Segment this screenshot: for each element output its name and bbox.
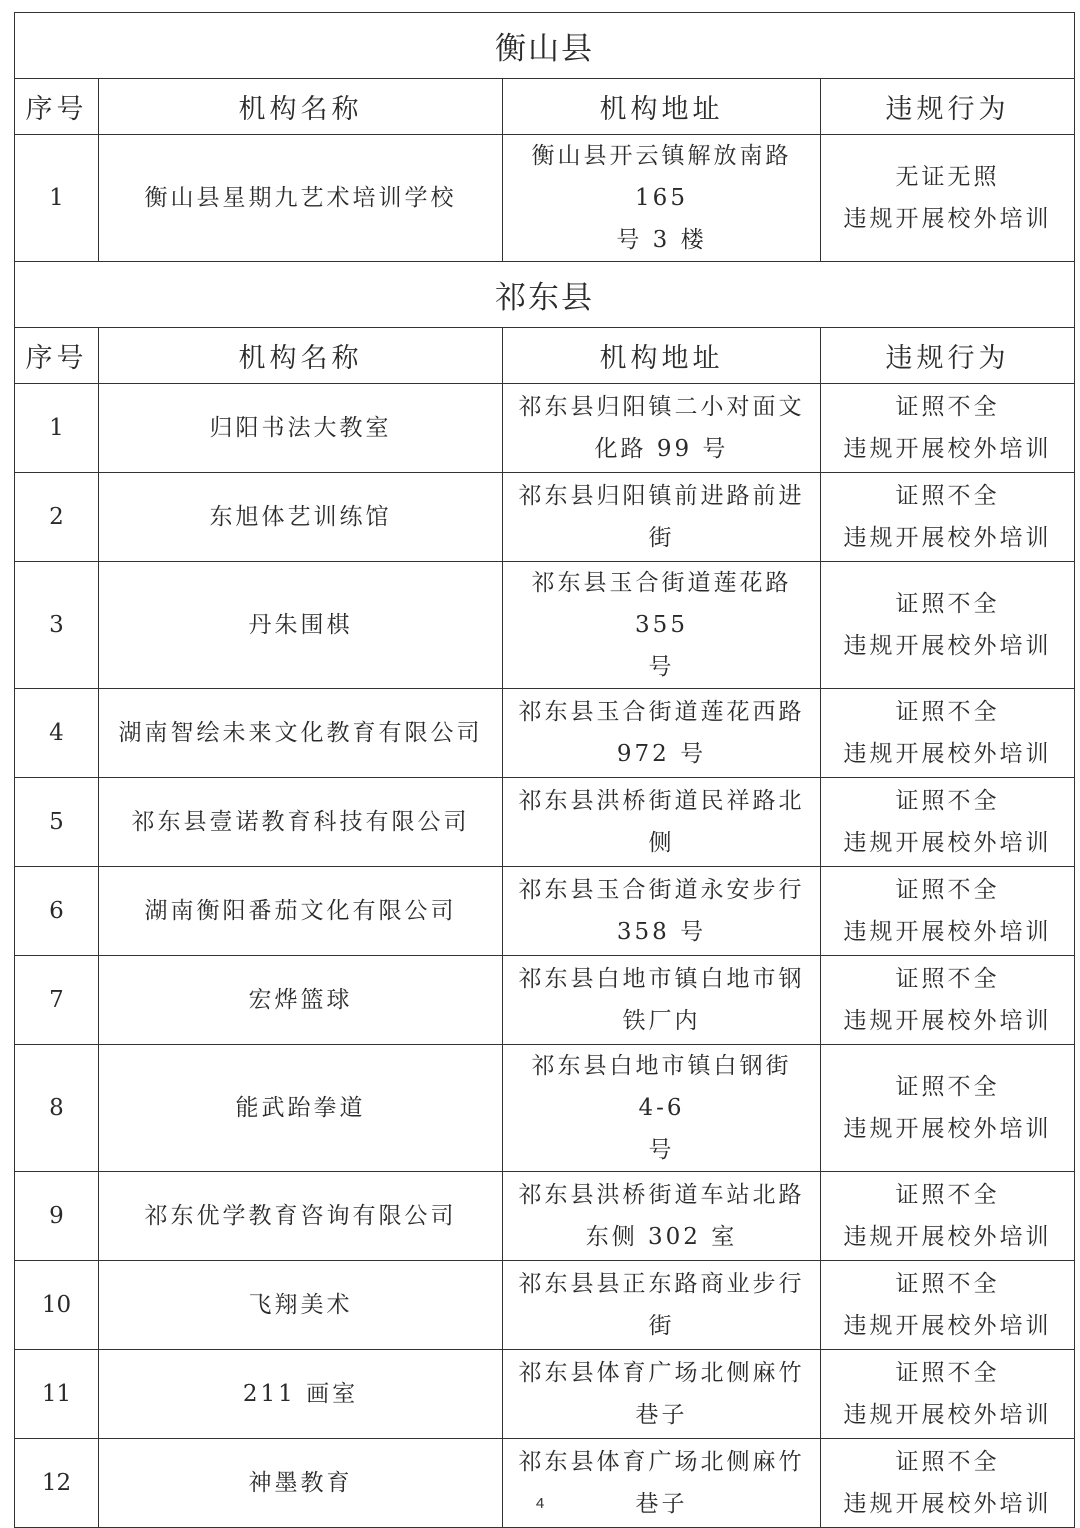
address-line: 祁东县归阳镇二小对面文 [518,394,805,420]
institution-address-cell [503,1045,821,1172]
row-seq-cell: 7 [15,956,99,1045]
violation-cell [821,135,1075,262]
county-title-row [15,262,1075,328]
address-line: 358 号 [616,919,707,945]
violation-line: 证照不全 [895,1074,1000,1100]
violation-line: 违规开展校外培训 [843,1224,1052,1250]
row-seq-cell: 2 [15,473,99,562]
header-seq: 序号 [15,79,99,135]
violation-line: 证照不全 [895,788,1000,814]
table-row [15,1350,1075,1439]
violation-line: 违规开展校外培训 [843,830,1052,856]
address-line: 祁东县玉合街道莲花西路 [518,699,805,725]
table-row [15,1439,1075,1528]
institution-address-cell [503,562,821,689]
row-seq-cell: 9 [15,1172,99,1261]
institution-name-cell: 归阳书法大教室 [99,384,503,473]
table-row [15,1261,1075,1350]
table-row [15,956,1075,1045]
violation-line: 违规开展校外培训 [843,1008,1052,1034]
violation-line: 证照不全 [895,1271,1000,1297]
county-title: 祁东县 [15,262,1075,328]
column-header-row [15,328,1075,384]
violation-cell [821,384,1075,473]
institution-address-cell [503,135,821,262]
violation-line: 违规开展校外培训 [843,1116,1052,1142]
county-title: 衡山县 [15,13,1075,79]
address-line: 祁东县玉合街道永安步行 [518,877,805,903]
violation-cell [821,562,1075,689]
violation-line: 证照不全 [895,483,1000,509]
institution-name-cell: 东旭体艺训练馆 [99,473,503,562]
address-line: 祁东县归阳镇前进路前进 [518,483,805,509]
violation-line: 证照不全 [895,699,1000,725]
institution-name-cell: 神墨教育 [99,1439,503,1528]
violation-line: 违规开展校外培训 [843,741,1052,767]
institution-address-cell [503,956,821,1045]
table-row [15,1045,1075,1172]
violation-line: 证照不全 [895,1360,1000,1386]
violation-line: 违规开展校外培训 [843,436,1052,462]
institution-name-cell: 湖南衡阳番茄文化有限公司 [99,867,503,956]
institution-name-cell: 宏烨篮球 [99,956,503,1045]
violation-line: 违规开展校外培训 [843,633,1052,659]
header-violation: 违规行为 [821,79,1075,135]
institution-address-cell [503,1261,821,1350]
violation-line: 证照不全 [895,966,1000,992]
row-seq-cell: 5 [15,778,99,867]
address-line: 铁厂内 [622,1008,701,1034]
violation-cell [821,867,1075,956]
institution-name-cell: 祁东县壹诺教育科技有限公司 [99,778,503,867]
address-line: 祁东县洪桥街道车站北路 [518,1182,805,1208]
row-seq-cell: 10 [15,1261,99,1350]
address-line: 侧 [648,830,675,856]
row-seq-cell: 1 [15,384,99,473]
violation-cell [821,1045,1075,1172]
violation-cell [821,956,1075,1045]
institution-address-cell [503,1439,821,1528]
violation-line: 无证无照 [895,164,1000,190]
table-row [15,867,1075,956]
violation-cell [821,1172,1075,1261]
address-line: 祁东县体育广场北侧麻竹 [518,1360,805,1386]
header-address: 机构地址 [503,328,821,384]
county-title-row [15,13,1075,79]
page-number: 4 [535,1495,545,1512]
violation-line: 违规开展校外培训 [843,1491,1052,1517]
institutions-table-body [15,13,1075,1528]
violation-line: 违规开展校外培训 [843,1402,1052,1428]
row-seq-cell: 8 [15,1045,99,1172]
address-line: 972 号 [616,741,707,767]
row-seq-cell: 12 [15,1439,99,1528]
address-line: 街 [648,525,675,551]
violation-cell [821,473,1075,562]
institution-address-cell [503,1172,821,1261]
header-name: 机构名称 [99,328,503,384]
institution-name-cell: 衡山县星期九艺术培训学校 [99,135,503,262]
violation-line: 违规开展校外培训 [843,1313,1052,1339]
table-row [15,384,1075,473]
violation-cell [821,1439,1075,1528]
violation-line: 证照不全 [895,1182,1000,1208]
violation-cell [821,778,1075,867]
row-seq-cell: 3 [15,562,99,689]
institution-name-cell: 飞翔美术 [99,1261,503,1350]
violation-cell [821,1261,1075,1350]
institution-name-cell: 祁东优学教育咨询有限公司 [99,1172,503,1261]
address-line: 巷子 [635,1491,688,1517]
violation-line: 违规开展校外培训 [843,206,1052,232]
institution-name-cell: 能武跆拳道 [99,1045,503,1172]
header-seq: 序号 [15,328,99,384]
institution-address-cell [503,384,821,473]
institution-address-cell [503,473,821,562]
address-line: 祁东县县正东路商业步行 [518,1271,805,1297]
address-line: 祁东县体育广场北侧麻竹 [518,1449,805,1475]
institution-address-cell [503,867,821,956]
address-line: 祁东县玉合街道莲花路 355 [531,570,792,638]
address-line: 号 [648,654,675,680]
institution-name-cell: 湖南智绘未来文化教育有限公司 [99,689,503,778]
address-line: 化路 99 号 [594,436,729,462]
table-row [15,135,1075,262]
address-line: 巷子 [635,1402,688,1428]
violation-cell [821,689,1075,778]
violation-line: 证照不全 [895,877,1000,903]
institution-address-cell [503,778,821,867]
header-name: 机构名称 [99,79,503,135]
violation-line: 证照不全 [895,1449,1000,1475]
table-row [15,778,1075,867]
table-row [15,689,1075,778]
address-line: 祁东县白地市镇白钢街 4-6 [531,1053,792,1121]
institutions-table [14,12,1075,1528]
violation-line: 证照不全 [895,591,1000,617]
violation-line: 证照不全 [895,394,1000,420]
address-line: 祁东县白地市镇白地市钢 [518,966,805,992]
institution-address-cell [503,689,821,778]
address-line: 街 [648,1313,675,1339]
address-line: 衡山县开云镇解放南路 165 [531,143,792,211]
institution-address-cell [503,1350,821,1439]
table-row [15,562,1075,689]
address-line: 号 3 楼 [616,227,707,253]
row-seq-cell: 1 [15,135,99,262]
header-violation: 违规行为 [821,328,1075,384]
address-line: 号 [648,1137,675,1163]
table-row [15,1172,1075,1261]
address-line: 东侧 302 室 [585,1224,738,1250]
header-address: 机构地址 [503,79,821,135]
violation-cell [821,1350,1075,1439]
row-seq-cell: 6 [15,867,99,956]
row-seq-cell: 4 [15,689,99,778]
table-row [15,473,1075,562]
violation-line: 违规开展校外培训 [843,919,1052,945]
violation-line: 违规开展校外培训 [843,525,1052,551]
address-line: 祁东县洪桥街道民祥路北 [518,788,805,814]
institution-name-cell: 丹朱围棋 [99,562,503,689]
institution-name-cell: 211 画室 [99,1350,503,1439]
column-header-row [15,79,1075,135]
row-seq-cell: 11 [15,1350,99,1439]
